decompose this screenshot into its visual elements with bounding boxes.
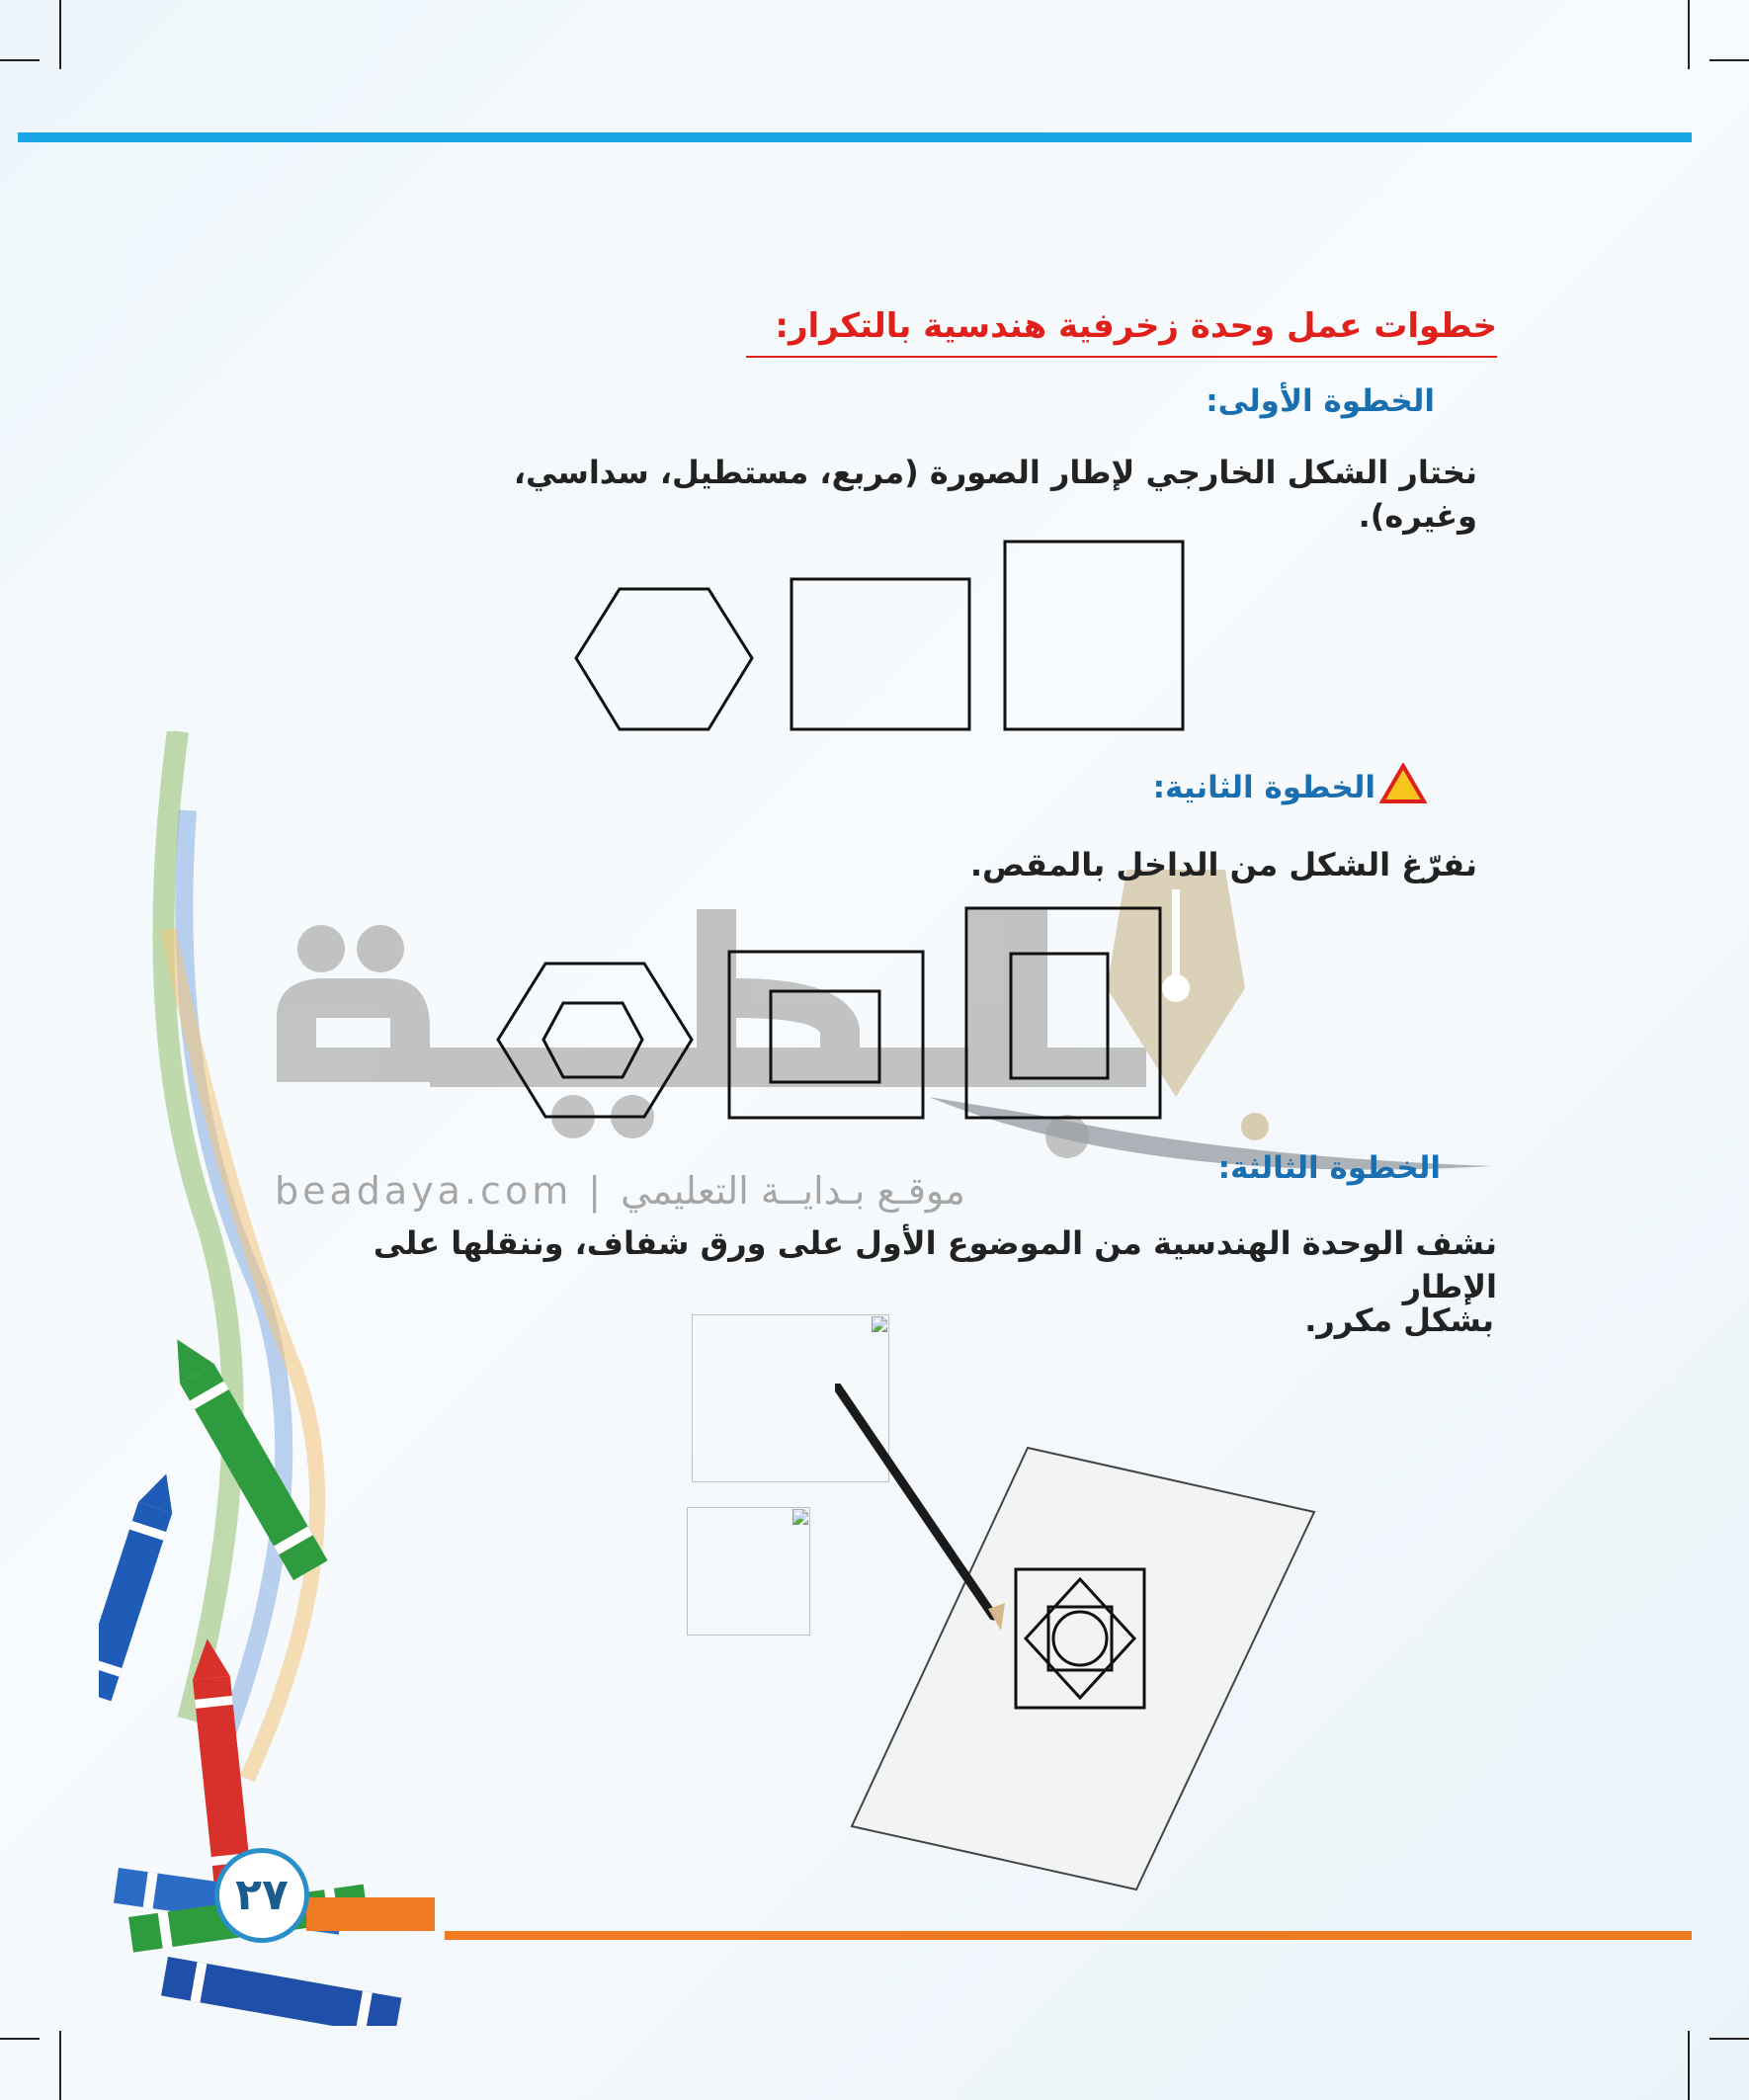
bottom-rule: [445, 1931, 1692, 1940]
crop-mark: [1688, 0, 1690, 69]
square-cutout: [771, 991, 879, 1082]
step-1-title: الخطوة الأولى:: [1206, 383, 1435, 419]
watermark-caption: beadaya.com | موقـع بـدايــة التعليمي: [275, 1169, 965, 1213]
crop-mark: [0, 59, 40, 61]
crop-mark: [1709, 59, 1749, 61]
hexagon-shape: [576, 589, 752, 729]
step-2-text: نفرّغ الشكل من الداخل بالمقص.: [969, 846, 1477, 883]
step-1-text: نختار الشكل الخارجي لإطار الصورة (مربع، مستطيل، سداسي، وغيره).: [513, 454, 1477, 535]
page-title: خطوات عمل وحدة زخرفية هندسية بالتكرار:: [746, 300, 1497, 358]
hexagon-frame: [498, 964, 692, 1117]
step-3-title: الخطوة الثالثة:: [1217, 1150, 1441, 1186]
warning-triangle-icon: [1379, 763, 1427, 804]
step-3-text-line-1: نشف الوحدة الهندسية من الموضوع الأول على ورق شفاف، وننقلها على الإطار: [373, 1224, 1497, 1305]
rectangle-shape: [1005, 542, 1183, 729]
rectangle-frame: [966, 908, 1160, 1118]
crop-mark: [1688, 2031, 1690, 2100]
square-frame: [729, 952, 923, 1118]
square-shape: [791, 579, 969, 729]
butterfly-image: [687, 1507, 810, 1636]
hexagon-cutout: [543, 1003, 642, 1077]
step-2-title: الخطوة الثانية:: [1152, 770, 1375, 805]
crop-mark: [59, 0, 61, 69]
step-3-text-line-2: بشكل مكرر.: [1304, 1302, 1494, 1339]
crop-mark: [0, 2038, 40, 2040]
page-number: ٢٧: [214, 1848, 309, 1943]
crayons-decoration: [99, 731, 474, 2026]
crop-mark: [1709, 2038, 1749, 2040]
crop-mark: [59, 2031, 61, 2100]
pencil: [835, 1384, 993, 1616]
tracing-illustration: [835, 1384, 1319, 1897]
step-2-shapes: [494, 904, 1166, 1122]
top-rule: [18, 132, 1692, 142]
rectangle-cutout: [1011, 954, 1108, 1078]
step-1-shapes: [568, 534, 1191, 741]
